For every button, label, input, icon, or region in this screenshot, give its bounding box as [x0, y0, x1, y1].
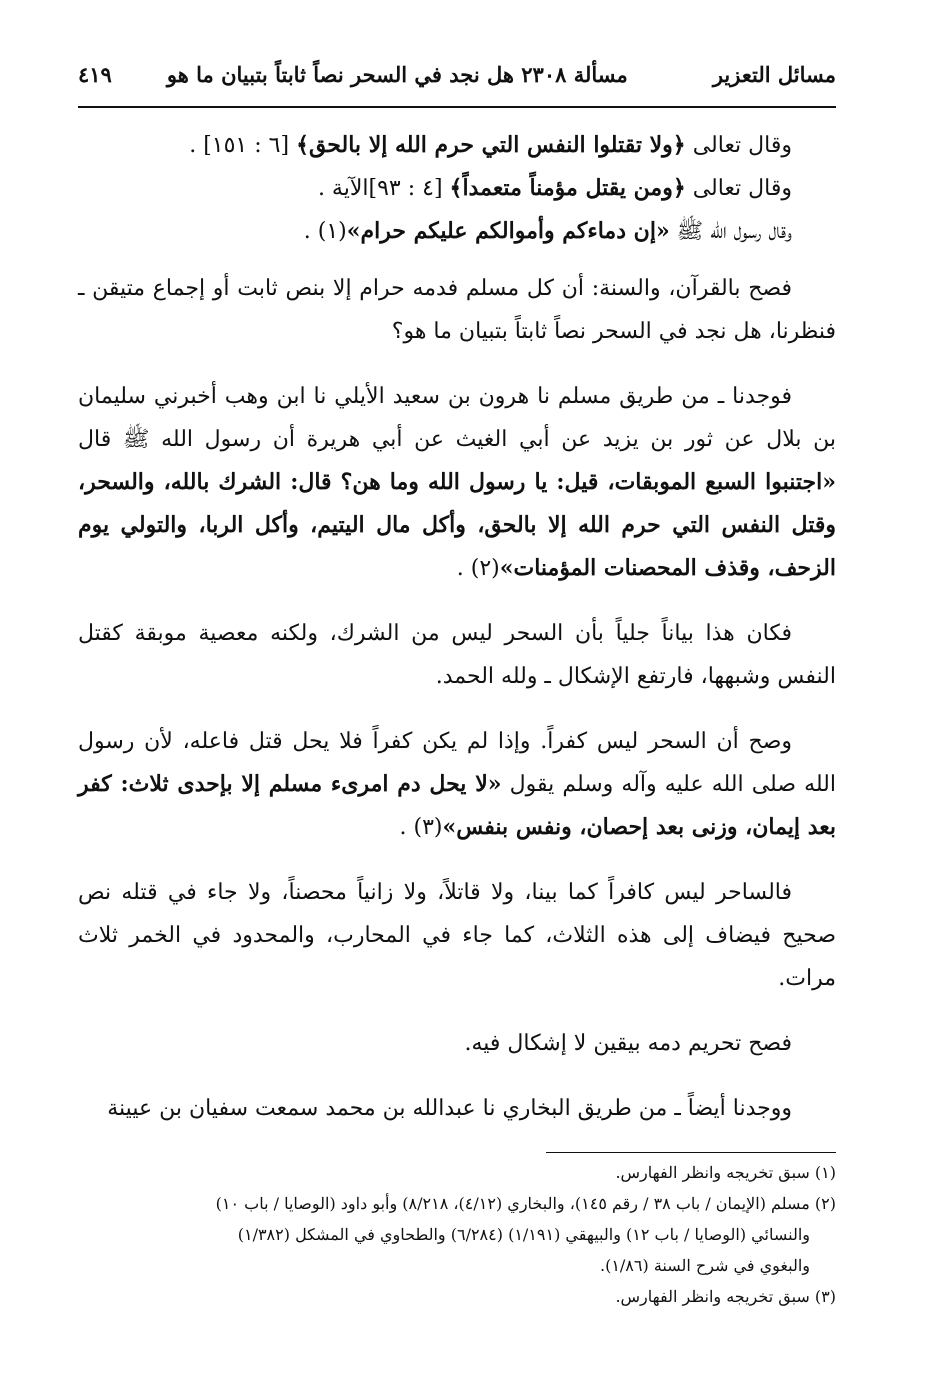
verse-quote: ﴿ولا تقتلوا النفس التي حرم الله إلا بالحق﴾	[296, 132, 686, 158]
verse-intro: وقال تعالى	[685, 133, 792, 158]
verse-intro: وقال تعالى	[685, 176, 792, 201]
hadith-intro: وقال رسول الله ﷺ	[669, 219, 792, 244]
verse-quote: ﴿ومن يقتل مؤمناً متعمداً﴾	[449, 175, 686, 201]
page-number: ٤١٩	[78, 62, 112, 87]
footnote-2-line-3: والبغوي في شرح السنة (١/٨٦).	[599, 1256, 810, 1275]
paragraph-5: فالساحر ليس كافراً كما بينا، ولا قاتلاً، ولا زانياً محصناً، ولا جاء في قتله نص صحيح فيضاف إلى هذه الثلاث، كما جاء في المحارب، والمحدود في الخمر ثلاث مرات.	[78, 880, 836, 991]
verse-ref: [٦ : ١٥١] .	[189, 133, 297, 158]
paragraph-2-hadith: «اجتنبوا السبع الموبقات، قيل: يا رسول الله وما هن؟ قال: الشرك بالله، والسحر، وقتل النفس التي حرم الله إلا بالحق، وأكل مال اليتيم، وأكل الربا، والتولي يوم الزحف، وقذف المحصنات المؤمنات»	[78, 469, 836, 581]
paragraph-2-ref: (٢) .	[456, 556, 500, 581]
paragraph-3: فكان هذا بياناً جلياً بأن السحر ليس من الشرك، ولكنه معصية موبقة كقتل النفس وشبهها، فارتفع الإشكال ـ ولله الحمد.	[78, 621, 836, 689]
footnote-divider	[546, 1152, 836, 1153]
page-body	[78, 124, 836, 1130]
book-page	[78, 62, 836, 1312]
running-header	[78, 62, 836, 108]
footnotes	[78, 1157, 836, 1312]
hadith-ref: (١) .	[303, 219, 347, 244]
paragraph-2-text: فوجدنا ـ من طريق مسلم نا هرون بن سعيد الأيلي نا ابن وهب أخبرني سليمان بن بلال عن ثور بن يزيد عن أبي الغيث عن أبي هريرة أن رسول الله ﷺ قال	[78, 384, 836, 452]
verse-line-1	[78, 124, 836, 167]
paragraph-7: ووجدنا أيضاً ـ من طريق البخاري نا عبدالله بن محمد سمعت سفيان بن عيينة	[107, 1096, 792, 1121]
verse-line-2	[78, 167, 836, 210]
header-title: مسألة ٢٣٠٨ هل نجد في السحر نصاً ثابتاً بتبيان ما هو	[166, 62, 628, 87]
hadith-line	[78, 210, 836, 253]
paragraph-1: فصح بالقرآن، والسنة: أن كل مسلم فدمه حرام إلا بنص ثابت أو إجماع متيقن ـ فنظرنا، هل نجد في السحر نصاً ثابتاً بتبيان ما هو؟	[78, 276, 836, 344]
paragraph-4	[78, 720, 836, 849]
header-section: مسائل التعزير	[712, 62, 836, 87]
paragraph-4-hadith: «لا يحل دم امرىء مسلم إلا بإحدى ثلاث: كفر بعد إيمان، وزنى بعد إحصان، ونفس بنفس»	[78, 771, 836, 840]
paragraph-4-ref: (٣) .	[399, 815, 443, 840]
paragraph-4-text: وصح أن السحر ليس كفراً. وإذا لم يكن كفراً فلا يحل قتل فاعله، لأن رسول الله صلى الله عليه وآله وسلم يقول	[78, 729, 836, 797]
footnote-3: (٣) سبق تخريجه وانظر الفهارس.	[615, 1287, 836, 1306]
paragraph-6: فصح تحريم دمه بيقين لا إشكال فيه.	[464, 1031, 792, 1056]
paragraph-2	[78, 375, 836, 590]
footnote-2-line-2: والنسائي (الوصايا / باب ١٢) والبيهقي (١/١٩١) (٦/٢٨٤) والطحاوي في المشكل (١/٣٨٢)	[237, 1225, 810, 1244]
footnote-2-line-1: (٢) مسلم (الإيمان / باب ٣٨ / رقم ١٤٥)، والبخاري (٤/١٢)، ٨/٢١٨) وأبو داود (الوصايا / باب ١٠)	[215, 1194, 836, 1213]
footnote-2	[78, 1188, 836, 1281]
footnote-1: (١) سبق تخريجه وانظر الفهارس.	[615, 1163, 836, 1182]
hadith-quote: «إن دماءكم وأموالكم عليكم حرام»	[346, 218, 670, 244]
verse-ref: [٤ : ٩٣]الآية .	[317, 176, 450, 201]
